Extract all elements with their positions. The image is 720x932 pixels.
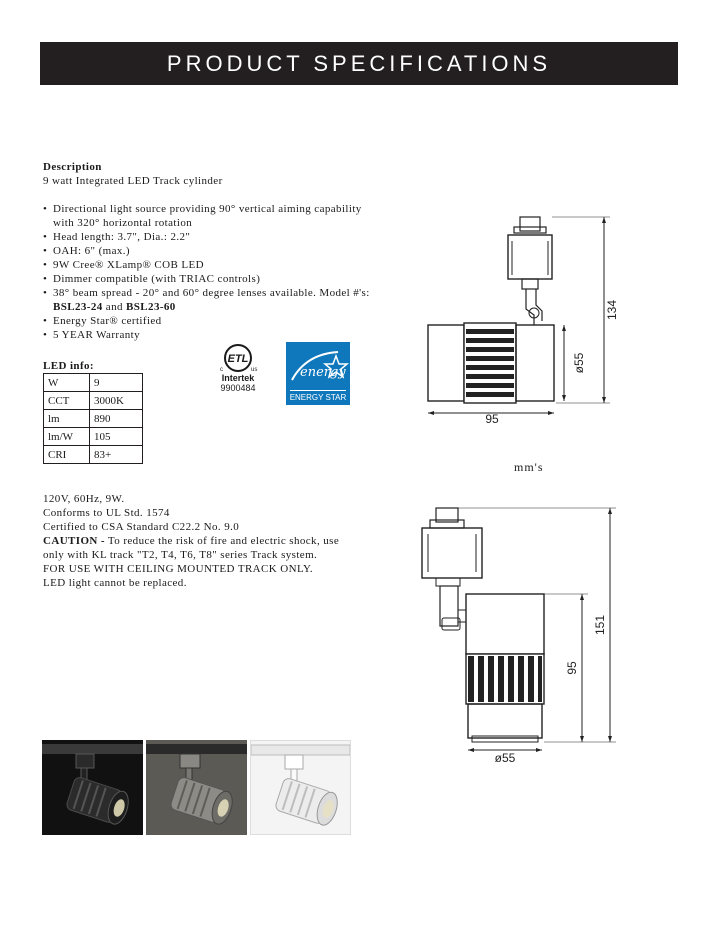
dimension-width: 95	[485, 412, 499, 426]
led-info-heading: LED info:	[43, 360, 94, 372]
caution-note	[43, 534, 363, 562]
dimension-height: 134	[605, 299, 619, 321]
page-title: PRODUCT SPECIFICATIONS	[166, 50, 552, 76]
feature-item: • 5 YEAR Warranty	[43, 328, 373, 342]
feature-item: • 9W Cree® XLamp® COB LED	[43, 258, 373, 272]
table-key: W	[44, 374, 90, 392]
description-summary: 9 watt Integrated LED Track cylinder	[43, 175, 223, 187]
black-finish-photo	[42, 740, 143, 835]
table-value: 9	[90, 374, 143, 392]
etl-number: 9900484	[220, 383, 256, 393]
dimension-diameter: ø55	[494, 751, 516, 765]
table-value: 890	[90, 410, 143, 428]
etl-certification	[210, 343, 266, 393]
caution-text: To reduce the risk of fire and electric shock, use only with KL track "T2, T4, T6, T8" series Track system.	[43, 535, 340, 561]
front-view-diagram	[412, 500, 622, 770]
spec-line: Certified to CSA Standard C22.2 No. 9.0	[43, 521, 240, 533]
feature-item: • Directional light source providing 90° vertical aiming capability with 320° horizontal rotation	[43, 202, 373, 230]
energy-star-logo	[286, 342, 350, 405]
svg-text:us: us	[251, 367, 258, 373]
feature-list	[43, 202, 373, 342]
description-section	[43, 160, 373, 342]
side-view-diagram	[420, 205, 620, 430]
table-row	[44, 374, 143, 392]
table-value: 83+	[90, 446, 143, 464]
model-number: BSL23-60	[126, 301, 176, 313]
feature-item: • Energy Star® certified	[43, 314, 373, 328]
svg-text:c: c	[220, 367, 223, 373]
feature-joiner: and	[102, 301, 127, 313]
white-finish-photo	[250, 740, 351, 835]
table-row	[44, 392, 143, 410]
feature-item: • Dimmer compatible (with TRIAC controls)	[43, 272, 373, 286]
dimension-head-height: 95	[565, 661, 579, 675]
svg-text:ETL: ETL	[227, 353, 249, 365]
svg-text:energy: energy	[300, 365, 346, 380]
table-row	[44, 446, 143, 464]
energy-star-icon	[286, 342, 350, 390]
table-key: CCT	[44, 392, 90, 410]
etl-brand: Intertek	[221, 373, 255, 383]
table-value: 3000K	[90, 392, 143, 410]
table-key: lm	[44, 410, 90, 428]
led-info-table	[43, 373, 143, 464]
feature-text: 38° beam spread - 20° and 60° degree lenses available. Model #'s:	[53, 287, 370, 299]
ceiling-note: FOR USE WITH CEILING MOUNTED TRACK ONLY.	[43, 563, 314, 575]
dimension-diameter: ø55	[572, 352, 586, 374]
table-value: 105	[90, 428, 143, 446]
feature-item	[43, 286, 373, 314]
spec-line: 120V, 60Hz, 9W.	[43, 493, 125, 505]
description-heading: Description	[43, 161, 102, 173]
etl-logo-icon	[216, 343, 260, 373]
feature-item: • OAH: 6" (max.)	[43, 244, 373, 258]
header-banner	[40, 42, 678, 85]
electrical-specs	[43, 492, 363, 590]
table-row	[44, 428, 143, 446]
model-number: BSL23-24	[53, 301, 103, 313]
silver-finish-photo	[146, 740, 247, 835]
energy-star-label: ENERGY STAR	[289, 393, 347, 402]
dimension-overall-height: 151	[593, 614, 607, 636]
divider	[290, 390, 346, 391]
caution-label: CAUTION -	[43, 535, 105, 547]
table-row	[44, 410, 143, 428]
table-key: lm/W	[44, 428, 90, 446]
table-key: CRI	[44, 446, 90, 464]
spec-line: Conforms to UL Std. 1574	[43, 507, 170, 519]
units-label: mm's	[514, 460, 544, 474]
feature-item: • Head length: 3.7", Dia.: 2.2"	[43, 230, 373, 244]
replace-note: LED light cannot be replaced.	[43, 577, 187, 589]
